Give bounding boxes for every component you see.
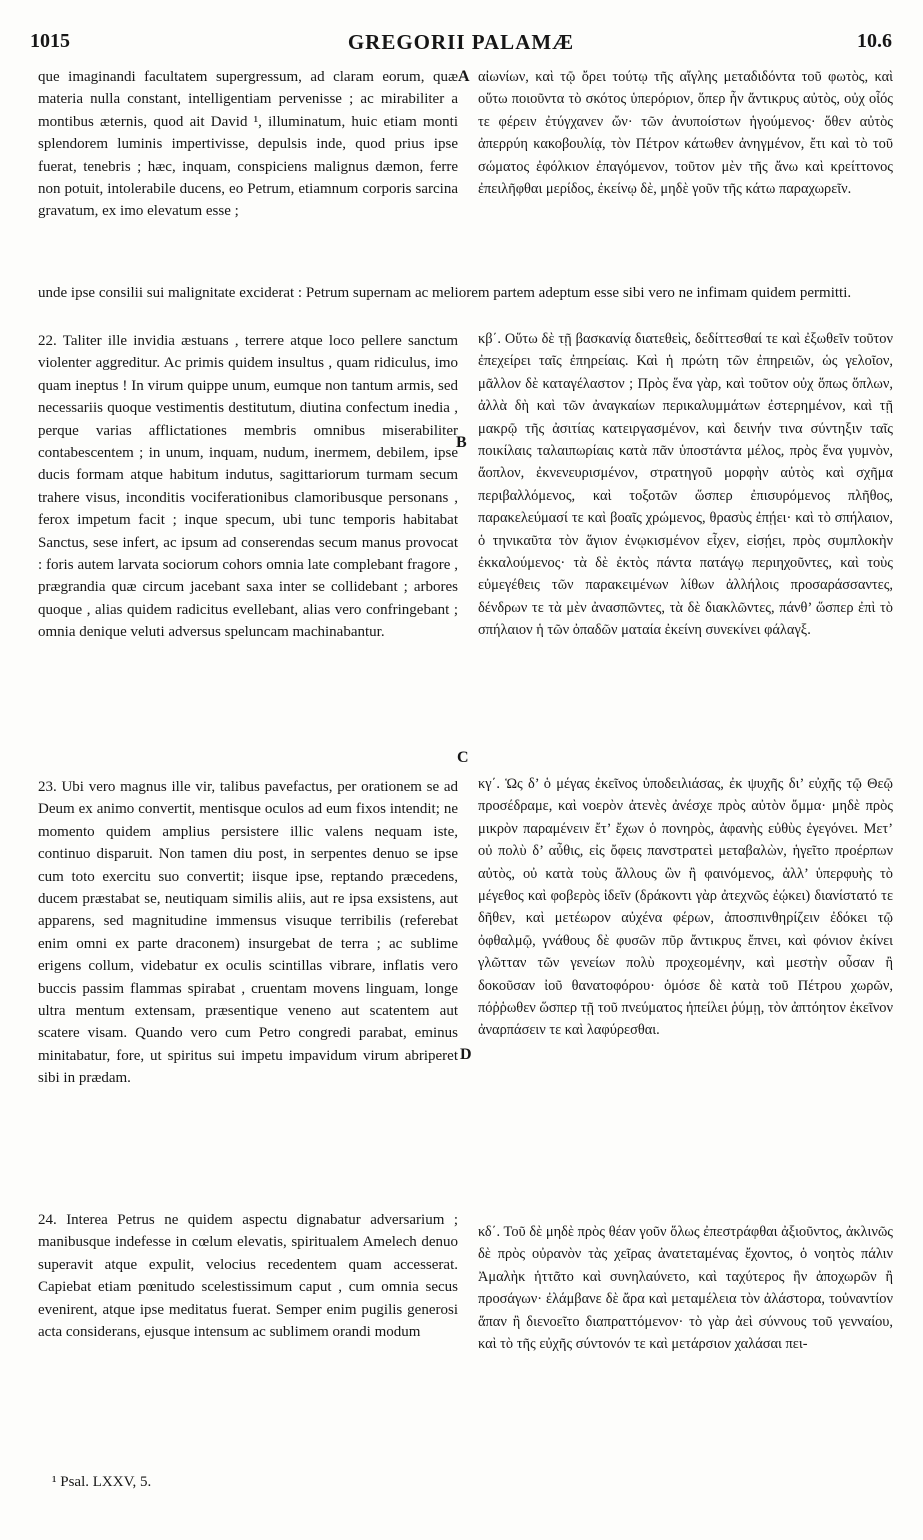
latin-fullwidth-line: unde ipse consilii sui malignitate exciderat : Petrum supernam ac meliorem partem adeptum esse sibi vero ne infimam quidem permitti. — [38, 285, 852, 301]
running-header — [30, 30, 892, 58]
margin-marker-c: C — [457, 749, 469, 766]
page-number: 1015 — [30, 30, 70, 52]
greek-paragraph-intro: αἰωνίων, καὶ τῷ ὄρει τούτῳ τῆς αἴγλης μεταδιδόντα τοῦ φωτὸς, καὶ οὕτω ποιοῦντα τὸ σκότος ὑπερόριον, ὅπερ ἦν ἄντικρυς αὐτὸς, οὐχ οἷός τε φέρειν ἐτύγχανεν ὤν· τῶν ἀνυποίστων ἡγούμενος· ὅθεν αὐτὸς ἀπερρύη κακοβουλίᾳ, τὸν Πέτρον κάτωθεν ἀνηγμένον, ἔτι καὶ τὸ τοῦ σώματος ἐφόλκιον ἐπαγόμενον, τοῦτον μὲν τῆς ἄνω καὶ κρείττονος ἐπειλῆφθαι μερίδος, ἐκείνῳ δὲ, μηδὲ γοῦν τῆς κάτω παραχωρεῖν. — [478, 69, 893, 198]
column-reference: 10.6 — [857, 30, 892, 52]
latin-section-22: 22. Taliter ille invidia æstuans , terrere atque loco pellere sanctum violenter aggreditur. Ac primis quidem insultus , quam ridiculus, imo quam ineptus ! In virum quippe unum, eumque non tantum armis, sed necessariis quoque vestimentis destitutum, diutina confectum inedia , perque varias afflictationes membris omnibus miserabiliter contabescentem ; in unum, inquam, nudum, inermem, debilem, ipse ducis formam atque habitum indutus, sagittariorum turmam secum trahere visus, inconditis vociferationibus clamoribusque personans , ferox impetum facit ; inque specum, ubi tunc temporis habitabat Sanctus, sese infert, ac ipsum ad conserendas secum manus provocat : foris autem larvata sociorum cohors omnia late complebant fragore , prægrandia quæ circum jacebant saxa inter se collidebant ; arbores quoque , alias quidem radicitus evellebant, alias vero confringebant ; omnia denique veluti adversus speluncam machinabantur. — [38, 333, 458, 641]
latin-paragraph-intro: que imaginandi facultatem supergressum, ad claram eorum, quæ materia nulla constant, intelligentiam pervenisse ; ac mirabiliter a montibus æternis, quod ait David ¹, illuminatum, huic etiam monti splendorem luminis impertivisse, depulsis inde, quod prius ipse fuerat, tenebris ; hæc, inquam, conspiciens malignus dæmon, ferre non potuit, intolerabile ducens, eo Petrum, etiamnum corporis sarcina gravatum, ex imo elevatum esse ; — [38, 69, 458, 220]
greek-section-24: κδ΄. Τοῦ δὲ μηδὲ πρὸς θέαν γοῦν ὅλως ἐπεστράφθαι ἀξιοῦντος, ἀκλινῶς δὲ πρὸς οὐρανὸν τὰς χεῖρας ἀνατεταμένας ἔχοντος, ὁ νοητὸς πάλιν Ἀμαλὴκ ἡττᾶτο καὶ συνηλαύνετο, καὶ ταχύτερος ἢν ἀποχωρῶν ἢ προσάγων· ἐλάμβανε δὲ ἄρα καὶ μεταμέλεια τὸν ἀλάστορα, τοὐναντίον ἅπαν ἢ διενοεῖτο διαπραττόμενον· τὸ γὰρ ἀεὶ σύννους τοῦ γενναίου, καὶ τὸ τῆς εὐχῆς σύντονόν τε καὶ μετάρσιον χαλάσαι πει- — [478, 1224, 893, 1353]
footnote: ¹ Psal. LXXV, 5. — [52, 1474, 152, 1490]
latin-section-24: 24. Interea Petrus ne quidem aspectu dignabatur adversarium ; manibusque indefesse in cœlum elevatis, spiritualem Amelech denuo superavit atque expulit, velocius recedentem quam accesserat. Capiebat etiam pœnitudo scelestissimum caput , cum omnia secus evenirent, atque ipse meditatus fuerat. Semper enim pugilis generosi acta considerans, ejusque intensum ac sublimem orandi modum — [38, 1212, 458, 1341]
greek-section-22: κβ΄. Οὕτω δὲ τῇ βασκανίᾳ διατεθεὶς, δεδίττεσθαί τε καὶ ἐξωθεῖν τοῦτον ἐπεχείρει ταῖς ἐπηρείαις. Καὶ ἡ πρώτη τῶν ἐπηρειῶν, ὡς γελοῖον, μᾶλλον δὲ καταγέλαστον ; Πρὸς ἕνα γὰρ, καὶ τοῦτον οὐχ ὅπως ὅπλων, ἀλλὰ δὴ καὶ τῶν ἀναγκαίων περικαλυμμάτων ἐστερημένον, καὶ τῇ μακρῷ τῆς ἀσιτίας κατειργασμένον, καὶ δεινήν τινα σύντηξιν ταῖς ποικίλαις ταλαιπωρίαις κατὰ πᾶν ὑποστάντα μέλος, πρὸς ἕνα γυμνὸν, ἄοπλον, ἐκνενευρισμένον, στρατηγοῦ μορφὴν αὐτὸς καὶ σχῆμα περιβαλλόμενος, καὶ τοξοτῶν ὥσπερ ἐπισυρόμενος πλῆθος, παρακελεύμασί τε καὶ βοαῖς χρώμενος, θρασὺς ἐπῄει· καὶ τὸ σπήλαιον, ὁ τηνικαῦτα τὸν ἅγιον ἐνῳκισμένον εἶχεν, εἰσῄει, πρὸς συμπλοκὴν ἐκκαλούμενος· τὰ δὲ ἐκτὸς πάντα πατάγῳ περιηχοῦντες, καὶ τοὺς εὐμεγέθεις τῶν παρακειμένων λίθων ἀλλήλοις προσαράσσαντες, δένδρων τε τὰ μὲν ἀνασπῶντες, τὰ δὲ διακλῶντες, πάνθ’ ὥσπερ ἐπὶ τὸ σπήλαιον ἡ τῶν ὀπαδῶν ματαία ἐκείνη συνεκίνει φάλαγξ. — [478, 331, 893, 639]
greek-section-23: κγ΄. Ὡς δ’ ὁ μέγας ἐκεῖνος ὑποδειλιάσας, ἐκ ψυχῆς δι’ εὐχῆς τῷ Θεῷ προσέδραμε, καὶ νοερὸν ἀτενὲς ἀνέσχε πρὸς αὐτὸν ὄμμα· μηδὲ πρὸς μικρὸν παραμένειν ἔτ’ ἔχων ὁ πονηρὸς, ἀφανὴς εὐθὺς ἐγεγόνει. Μετ’ οὐ πολὺ δ’ αὖθις, εἰς ὄφεις πανστρατεὶ μεταβαλὼν, ἡγεῖτο προέρπων αὐτὸς, οὐ κατὰ τοὺς ἄλλους ὢν ἢ φαινόμενος, ἀλλ’ ὑπερφυὴς τὸ μέγεθος καὶ φοβερὸς ἰδεῖν (δράκοντι γὰρ ἀτεχνῶς ἐῴκει) διανίστατό τε δῆθεν, καὶ μετέωρον αὐχένα φέρων, ἀποσπινθηρίζειν ἐδόκει τῷ ὀφθαλμῷ, γνάθους δὲ φυσῶν πῦρ ἄντικρυς ἔπνει, καὶ φόνιον ἐκίνει γλῶτταν τῶν γενείων πολὺ προχεομένην, καὶ μεστὴν οὖσαν ἢ δοκοῦσαν ἰοῦ θανατοφόρου· ὁμόσε δὲ κατὰ τοῦ Πέτρου χωρῶν, πόῤῥωθεν ὥσπερ τῇ τοῦ πνεύματος ἠπείλει ῥύμῃ, τὸν ἀπτόητον ἐκεῖνον ἀναρπάσειν τε καὶ λαφύρεσθαι. — [478, 776, 893, 1039]
latin-section-23: 23. Ubi vero magnus ille vir, talibus pavefactus, per orationem se ad Deum ex animo convertit, mentisque oculos ad eum fixos intendit; ne momento quidem amplius persistere illic valens nequam iste, continuo disparuit. Non tamen diu post, in serpentes denuo se ipse cum toto exercitu suo convertit; iisque ipse, reptando præcedens, ducem præstabat se, neutiquam similis aliis, aut re ipsa exsistens, aut apparens, sed magnitudine immensus visuque terribilis (referebat enim omni ex parte draconem) insurgebat de terra ; ac sublime erigens collum, videbatur ex oculis scintillas vibrare, inflatis vero buccis passim flammas spirabat , cruentam movens linguam, longe ultra mentum extensam, præsentique veneno aut scatentem aut scatere visam. Quando vero cum Petro congredi parabat, eminus minitabatur, fore, ut spiritus sui impetu impavidum virum abriperet sibi in prædam. — [38, 779, 458, 1087]
margin-marker-d: D — [460, 1046, 472, 1063]
margin-marker-b: B — [456, 434, 467, 451]
page-title: GREGORII PALAMÆ — [347, 30, 575, 54]
margin-marker-a: A — [458, 68, 470, 85]
